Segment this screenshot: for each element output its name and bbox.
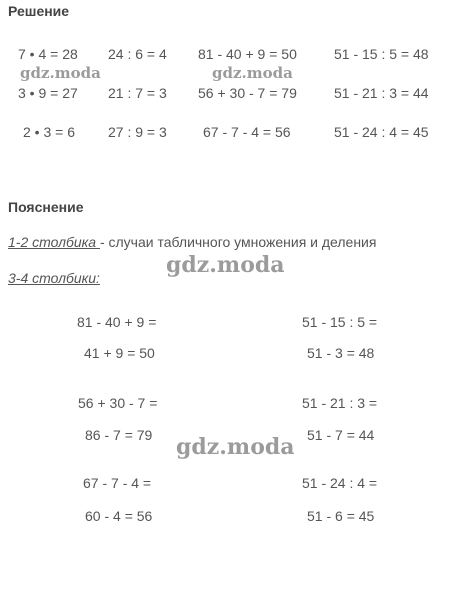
explanation-title: Пояснение [8, 199, 84, 215]
step-eq: 51 - 15 : 5 = [302, 314, 378, 330]
solution-eq: 21 : 7 = 3 [108, 85, 167, 101]
solution-eq: 27 : 9 = 3 [108, 124, 167, 140]
step-eq: 51 - 24 : 4 = [302, 475, 378, 491]
step-eq: 51 - 6 = 45 [307, 508, 375, 524]
solution-eq: 67 - 7 - 4 = 56 [203, 124, 291, 140]
solution-eq: 7 • 4 = 28 [18, 46, 78, 62]
step-eq: 86 - 7 = 79 [85, 427, 153, 443]
solution-eq: 24 : 6 = 4 [108, 46, 167, 62]
watermark-logo: gdz.moda [212, 64, 293, 82]
step-eq: 51 - 3 = 48 [307, 345, 375, 361]
step-eq: 67 - 7 - 4 = [83, 475, 152, 491]
explanation-line-1 [8, 233, 376, 251]
step-eq: 60 - 4 = 56 [85, 508, 153, 524]
solution-eq: 51 - 21 : 3 = 44 [334, 85, 429, 101]
columns-3-4-label: 3-4 столбики: [8, 270, 100, 286]
solution-eq: 3 • 9 = 27 [18, 85, 78, 101]
solution-eq: 51 - 24 : 4 = 45 [334, 124, 429, 140]
solution-eq: 2 • 3 = 6 [23, 124, 75, 140]
watermark-logo: gdz.moda [176, 434, 295, 460]
step-eq: 81 - 40 + 9 = [77, 314, 157, 330]
step-eq: 51 - 7 = 44 [307, 427, 375, 443]
step-eq: 56 + 30 - 7 = [78, 395, 158, 411]
solution-title: Решение [8, 3, 70, 19]
columns-1-2-label: 1-2 столбика [8, 234, 100, 250]
explanation-line-2 [8, 269, 100, 287]
watermark-logo: gdz.moda [166, 252, 285, 278]
step-eq: 41 + 9 = 50 [84, 345, 155, 361]
watermark-logo: gdz.moda [20, 64, 101, 82]
solution-eq: 81 - 40 + 9 = 50 [198, 46, 297, 62]
solution-eq: 56 + 30 - 7 = 79 [198, 85, 297, 101]
columns-1-2-text: - случаи табличного умножения и деления [99, 234, 377, 250]
step-eq: 51 - 21 : 3 = [302, 395, 378, 411]
solution-eq: 51 - 15 : 5 = 48 [334, 46, 429, 62]
